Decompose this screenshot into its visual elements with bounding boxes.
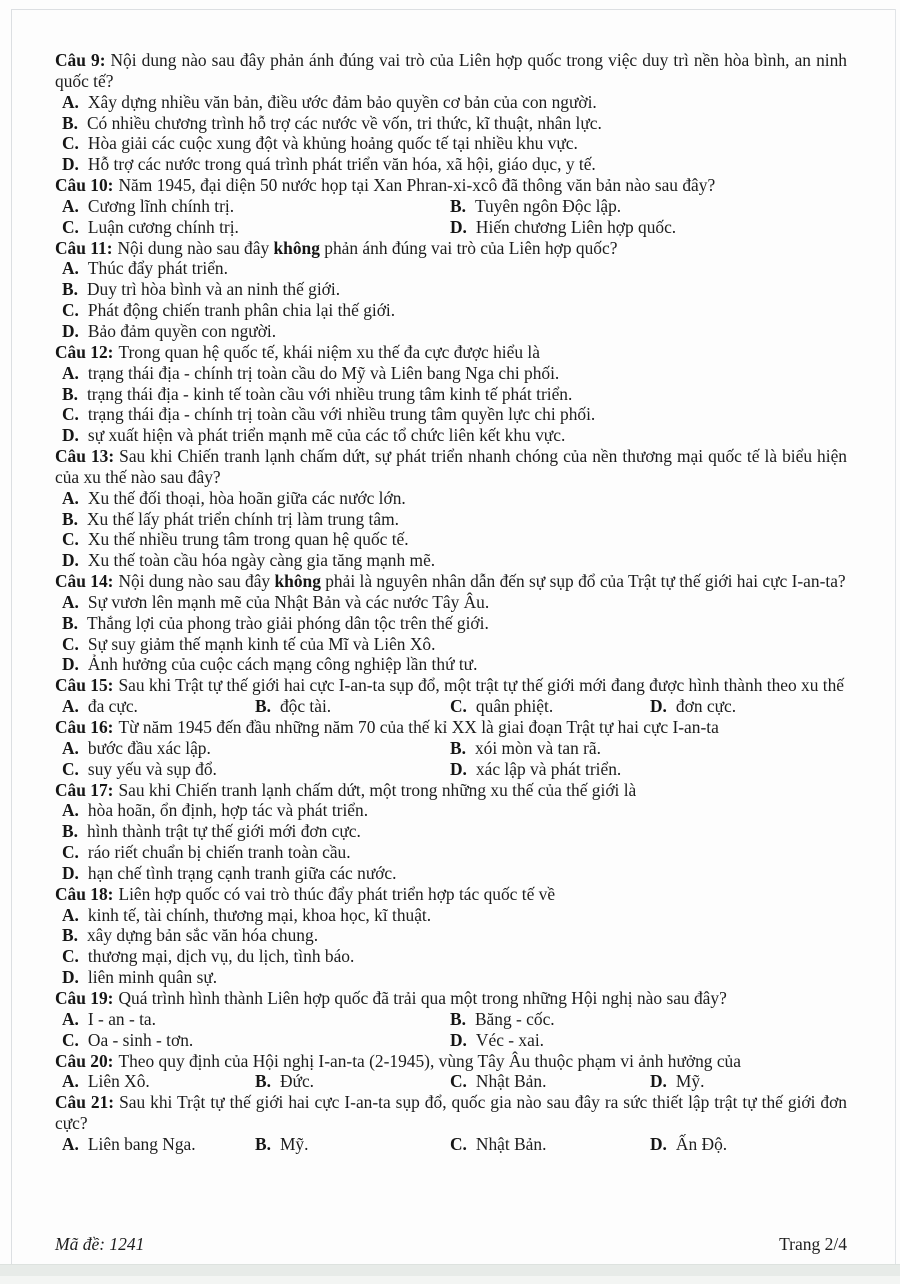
- option-text: sự xuất hiện và phát triển mạnh mẽ của các tổ chức liên kết khu vực.: [87, 425, 566, 446]
- options: [55, 363, 847, 446]
- question-number: Câu 21:: [55, 1092, 115, 1113]
- question-13: [55, 446, 847, 571]
- option-b: [62, 279, 847, 300]
- question-14: [55, 571, 847, 675]
- question-number: Câu 20:: [55, 1050, 114, 1071]
- question-number: Câu 17:: [55, 779, 114, 800]
- exam-code: Mã đề: 1241: [55, 1234, 145, 1254]
- question-text: [55, 50, 847, 92]
- option-b: [450, 738, 847, 759]
- option-a: [62, 92, 847, 113]
- option-a: [62, 800, 847, 821]
- option-letter: B.: [62, 508, 78, 529]
- option-letter: C.: [62, 1029, 79, 1050]
- option-letter: D.: [62, 654, 79, 675]
- option-letter: B.: [62, 279, 78, 300]
- option-b: [450, 196, 847, 217]
- option-c: [62, 842, 847, 863]
- option-c: [62, 300, 847, 321]
- question-text: [55, 175, 847, 196]
- option-text: hòa hoãn, ổn định, hợp tác và phát triển.: [87, 800, 369, 821]
- option-text: Mỹ.: [279, 1133, 309, 1154]
- question-number: Câu 10:: [55, 175, 114, 196]
- option-d: [62, 154, 847, 175]
- option-text: liên minh quân sự.: [87, 967, 218, 988]
- question-12: [55, 342, 847, 446]
- option-letter: D.: [650, 1071, 667, 1092]
- question-20: [55, 1051, 847, 1093]
- scan-edge-right: [895, 9, 896, 1264]
- option-letter: B.: [255, 696, 271, 717]
- option-text: hình thành trật tự thế giới mới đơn cực.: [86, 821, 361, 842]
- option-letter: A.: [62, 487, 79, 508]
- option-text: Sự vươn lên mạnh mẽ của Nhật Bản và các nước Tây Âu.: [87, 591, 490, 612]
- option-d: [62, 321, 847, 342]
- question-number: Câu 14:: [55, 571, 114, 592]
- option-c: [450, 1134, 650, 1155]
- question-11: [55, 238, 847, 342]
- options: [55, 696, 847, 717]
- option-text: Xu thế đối thoại, hòa hoãn giữa các nước lớn.: [87, 487, 406, 508]
- option-text: Cương lĩnh chính trị.: [87, 195, 235, 216]
- question-text: [55, 342, 847, 363]
- option-b: [450, 1009, 847, 1030]
- option-letter: C.: [62, 529, 79, 550]
- option-a: [62, 363, 847, 384]
- option-letter: C.: [62, 133, 79, 154]
- question-number: Câu 13:: [55, 446, 115, 467]
- options: [55, 1071, 847, 1092]
- question-21: [55, 1092, 847, 1155]
- option-letter: C.: [62, 216, 79, 237]
- option-text: Luận cương chính trị.: [87, 216, 239, 237]
- option-b: [62, 113, 847, 134]
- option-c: [62, 759, 450, 780]
- question-body: Sau khi Chiến tranh lạnh chấm dứt, một trong những xu thế của thế giới là: [118, 779, 637, 800]
- option-text: Băng - cốc.: [474, 1008, 555, 1029]
- option-letter: D.: [62, 967, 79, 988]
- option-a: [62, 488, 847, 509]
- option-c: [62, 1030, 450, 1051]
- option-text: Nhật Bản.: [475, 1071, 547, 1092]
- option-text: trạng thái địa - chính trị toàn cầu với nhiều trung tâm quyền lực chi phối.: [87, 404, 596, 425]
- option-text: xây dựng bản sắc văn hóa chung.: [86, 925, 319, 946]
- option-a: [62, 592, 847, 613]
- options: [55, 258, 847, 341]
- option-letter: A.: [62, 1008, 79, 1029]
- option-d: [62, 863, 847, 884]
- question-body: Năm 1945, đại diện 50 nước họp tại Xan Phran-xi-xcô đã thông văn bản nào sau đây?: [118, 175, 716, 196]
- option-a: [62, 1009, 450, 1030]
- option-text: Xu thế nhiều trung tâm trong quan hệ quốc tế.: [87, 529, 409, 550]
- option-text: kinh tế, tài chính, thương mại, khoa học, kĩ thuật.: [87, 904, 432, 925]
- option-d: [450, 1030, 847, 1051]
- question-number: Câu 12:: [55, 341, 114, 362]
- option-letter: B.: [62, 925, 78, 946]
- option-letter: A.: [62, 737, 79, 758]
- option-text: độc tài.: [279, 696, 332, 717]
- question-body: Sau khi Chiến tranh lạnh chấm dứt, sự phát triển nhanh chóng của nền thương mại quốc tế là biểu hiện của xu thế nào sau đây?: [55, 446, 847, 487]
- question-text: [55, 1092, 847, 1134]
- option-text: trạng thái địa - chính trị toàn cầu do Mỹ và Liên bang Nga chi phối.: [87, 362, 560, 383]
- question-body: Trong quan hệ quốc tế, khái niệm xu thế đa cực được hiểu là: [118, 341, 540, 362]
- question-10: [55, 175, 847, 238]
- option-text: đa cực.: [87, 696, 138, 717]
- question-number: Câu 9:: [55, 50, 106, 70]
- option-text: xói mòn và tan rã.: [474, 737, 602, 758]
- option-d: [62, 425, 847, 446]
- option-text: xác lập và phát triển.: [475, 758, 622, 779]
- option-letter: A.: [62, 1133, 79, 1154]
- option-d: [450, 759, 847, 780]
- option-text: thương mại, dịch vụ, du lịch, tình báo.: [87, 946, 355, 967]
- option-text: hạn chế tình trạng cạnh tranh giữa các nước.: [87, 862, 397, 883]
- option-letter: A.: [62, 91, 79, 112]
- option-text: quân phiệt.: [475, 696, 554, 717]
- option-text: Thắng lợi của phong trào giải phóng dân tộc trên thế giới.: [86, 612, 489, 633]
- option-d: [62, 550, 847, 571]
- options: [55, 1009, 847, 1051]
- question-number: Câu 19:: [55, 987, 114, 1008]
- question-text: [55, 571, 847, 592]
- option-text: Liên Xô.: [87, 1071, 150, 1092]
- question-text: [55, 884, 847, 905]
- option-a: [62, 258, 847, 279]
- option-letter: B.: [450, 195, 466, 216]
- option-c: [62, 946, 847, 967]
- option-b: [255, 696, 450, 717]
- option-letter: C.: [62, 946, 79, 967]
- option-letter: C.: [62, 404, 79, 425]
- option-letter: B.: [62, 612, 78, 633]
- option-text: Ảnh hưởng của cuộc cách mạng công nghiệp lần thứ tư.: [87, 654, 478, 675]
- option-letter: A.: [62, 591, 79, 612]
- option-text: Bảo đảm quyền con người.: [87, 320, 277, 341]
- page-number: Trang 2/4: [779, 1234, 847, 1254]
- option-d: [650, 1134, 847, 1155]
- question-text: [55, 988, 847, 1009]
- option-b: [255, 1071, 450, 1092]
- question-number: Câu 18:: [55, 883, 114, 904]
- option-text: Duy trì hòa bình và an ninh thế giới.: [86, 279, 341, 300]
- question-body: Nội dung nào sau đây: [118, 571, 275, 592]
- question-body: Sau khi Trật tự thế giới hai cực I-an-ta sụp đổ, quốc gia nào sau đây ra sức thiết lập trật tự thế giới đơn cực?: [55, 1092, 847, 1134]
- option-b: [62, 821, 847, 842]
- question-body: Nội dung nào sau đây phản ánh đúng vai trò của Liên hợp quốc trong việc duy trì nền hòa bình, an ninh quốc tế?: [55, 50, 847, 91]
- option-c: [62, 634, 847, 655]
- option-letter: D.: [650, 696, 667, 717]
- option-text: Véc - xai.: [475, 1029, 544, 1050]
- option-text: Mỹ.: [675, 1071, 705, 1092]
- option-text: Phát động chiến tranh phân chia lại thế giới.: [87, 300, 396, 321]
- scan-bottom-strip: [0, 1264, 900, 1276]
- question-text: [55, 780, 847, 801]
- question-body-post: phải là nguyên nhân dẫn đến sự sụp đổ của Trật tự thế giới hai cực I-an-ta?: [320, 571, 846, 592]
- option-letter: D.: [62, 154, 79, 175]
- question-17: [55, 780, 847, 884]
- option-text: Có nhiều chương trình hỗ trợ các nước về vốn, tri thức, kĩ thuật, nhân lực.: [86, 112, 602, 133]
- question-number: Câu 15:: [55, 675, 114, 696]
- option-text: bước đầu xác lập.: [87, 737, 211, 758]
- question-text: [55, 675, 847, 696]
- option-letter: B.: [255, 1071, 271, 1092]
- question-body: Theo quy định của Hội nghị I-an-ta (2-1945), vùng Tây Âu thuộc phạm vi ảnh hưởng của: [118, 1050, 741, 1071]
- option-text: Tuyên ngôn Độc lập.: [474, 195, 622, 216]
- option-text: Xu thế toàn cầu hóa ngày càng gia tăng mạnh mẽ.: [87, 550, 436, 571]
- option-text: Oa - sinh - tơn.: [87, 1029, 194, 1050]
- option-text: suy yếu và sụp đổ.: [87, 758, 217, 779]
- option-letter: C.: [62, 758, 79, 779]
- option-a: [62, 905, 847, 926]
- option-text: Hòa giải các cuộc xung đột và khủng hoảng quốc tế tại nhiều khu vực.: [87, 133, 578, 154]
- question-body: Từ năm 1945 đến đầu những năm 70 của thế kỉ XX là giai đoạn Trật tự hai cực I-an-ta: [118, 717, 719, 737]
- option-letter: C.: [450, 1071, 467, 1092]
- option-text: Xây dựng nhiều văn bản, điều ước đảm bảo quyền cơ bản của con người.: [87, 91, 597, 112]
- options: [55, 1134, 847, 1155]
- question-9: [55, 50, 847, 175]
- question-body-post: phản ánh đúng vai trò của Liên hợp quốc?: [319, 237, 618, 258]
- option-d: [62, 967, 847, 988]
- option-text: trạng thái địa - kinh tế toàn cầu với nhiều trung tâm kinh tế phát triển.: [86, 383, 573, 404]
- option-letter: A.: [62, 904, 79, 925]
- scan-bottom-background: [0, 1276, 900, 1284]
- option-text: Xu thế lấy phát triển chính trị làm trung tâm.: [86, 508, 399, 529]
- option-c: [62, 133, 847, 154]
- question-text: [55, 1051, 847, 1072]
- option-b: [255, 1134, 450, 1155]
- option-c: [450, 1071, 650, 1092]
- option-b: [62, 509, 847, 530]
- option-letter: D.: [450, 1029, 467, 1050]
- question-body: Nội dung nào sau đây: [117, 237, 274, 258]
- option-text: Hiến chương Liên hợp quốc.: [475, 216, 677, 237]
- option-letter: B.: [450, 737, 466, 758]
- option-letter: B.: [255, 1133, 271, 1154]
- option-d: [62, 654, 847, 675]
- option-b: [62, 613, 847, 634]
- option-text: Liên bang Nga.: [87, 1133, 196, 1154]
- options: [55, 592, 847, 675]
- option-text: Ấn Độ.: [675, 1133, 728, 1154]
- options: [55, 905, 847, 988]
- scan-edge-top: [11, 9, 896, 10]
- option-a: [62, 738, 450, 759]
- question-body: Liên hợp quốc có vai trò thúc đẩy phát triển hợp tác quốc tế về: [118, 883, 556, 904]
- option-letter: D.: [650, 1133, 667, 1154]
- option-d: [650, 696, 847, 717]
- option-letter: D.: [450, 758, 467, 779]
- page-footer: [55, 1234, 847, 1255]
- option-letter: C.: [450, 1133, 467, 1154]
- exam-page-content: [55, 50, 847, 1155]
- option-letter: B.: [62, 821, 78, 842]
- option-a: [62, 196, 450, 217]
- question-19: [55, 988, 847, 1051]
- option-letter: C.: [62, 633, 79, 654]
- question-number: Câu 16:: [55, 717, 114, 737]
- option-text: Nhật Bản.: [475, 1133, 547, 1154]
- option-letter: B.: [62, 112, 78, 133]
- option-text: ráo riết chuẩn bị chiến tranh toàn cầu.: [87, 842, 351, 863]
- question-number: Câu 11:: [55, 237, 113, 258]
- option-letter: D.: [62, 862, 79, 883]
- option-letter: D.: [62, 550, 79, 571]
- option-c: [62, 404, 847, 425]
- question-text: [55, 446, 847, 488]
- option-b: [62, 925, 847, 946]
- option-letter: C.: [450, 696, 467, 717]
- scan-edge-left: [11, 9, 12, 1264]
- options: [55, 92, 847, 175]
- question-text: [55, 717, 847, 738]
- option-letter: A.: [62, 1071, 79, 1092]
- option-a: [62, 1134, 255, 1155]
- options: [55, 488, 847, 571]
- option-a: [62, 696, 255, 717]
- option-text: Hỗ trợ các nước trong quá trình phát triển văn hóa, xã hội, giáo dục, y tế.: [87, 154, 596, 175]
- question-15: [55, 675, 847, 717]
- question-bold-word: không: [273, 237, 320, 258]
- option-text: I - an - ta.: [87, 1008, 156, 1029]
- option-letter: A.: [62, 258, 79, 279]
- question-bold-word: không: [274, 571, 321, 592]
- options: [55, 800, 847, 883]
- question-18: [55, 884, 847, 988]
- option-letter: A.: [62, 362, 79, 383]
- options: [55, 738, 847, 780]
- option-text: Sự suy giảm thế mạnh kinh tế của Mĩ và Liên Xô.: [87, 633, 436, 654]
- option-letter: B.: [450, 1008, 466, 1029]
- option-a: [62, 1071, 255, 1092]
- option-letter: A.: [62, 696, 79, 717]
- question-body: Sau khi Trật tự thế giới hai cực I-an-ta sụp đổ, một trật tự thế giới mới đang được hình thành theo xu thế: [118, 675, 845, 696]
- option-d: [450, 217, 847, 238]
- option-letter: D.: [450, 216, 467, 237]
- option-text: đơn cực.: [675, 696, 737, 717]
- option-letter: D.: [62, 425, 79, 446]
- option-letter: A.: [62, 195, 79, 216]
- option-c: [450, 696, 650, 717]
- option-letter: C.: [62, 842, 79, 863]
- option-letter: D.: [62, 320, 79, 341]
- option-letter: B.: [62, 383, 78, 404]
- option-letter: C.: [62, 300, 79, 321]
- question-text: [55, 238, 847, 259]
- option-text: Thúc đẩy phát triển.: [87, 258, 228, 279]
- question-16: [55, 717, 847, 780]
- option-text: Đức.: [279, 1071, 315, 1092]
- option-c: [62, 529, 847, 550]
- question-body: Quá trình hình thành Liên hợp quốc đã trải qua một trong những Hội nghị nào sau đây?: [118, 987, 727, 1008]
- option-letter: A.: [62, 800, 79, 821]
- option-b: [62, 384, 847, 405]
- option-d: [650, 1071, 847, 1092]
- options: [55, 196, 847, 238]
- option-c: [62, 217, 450, 238]
